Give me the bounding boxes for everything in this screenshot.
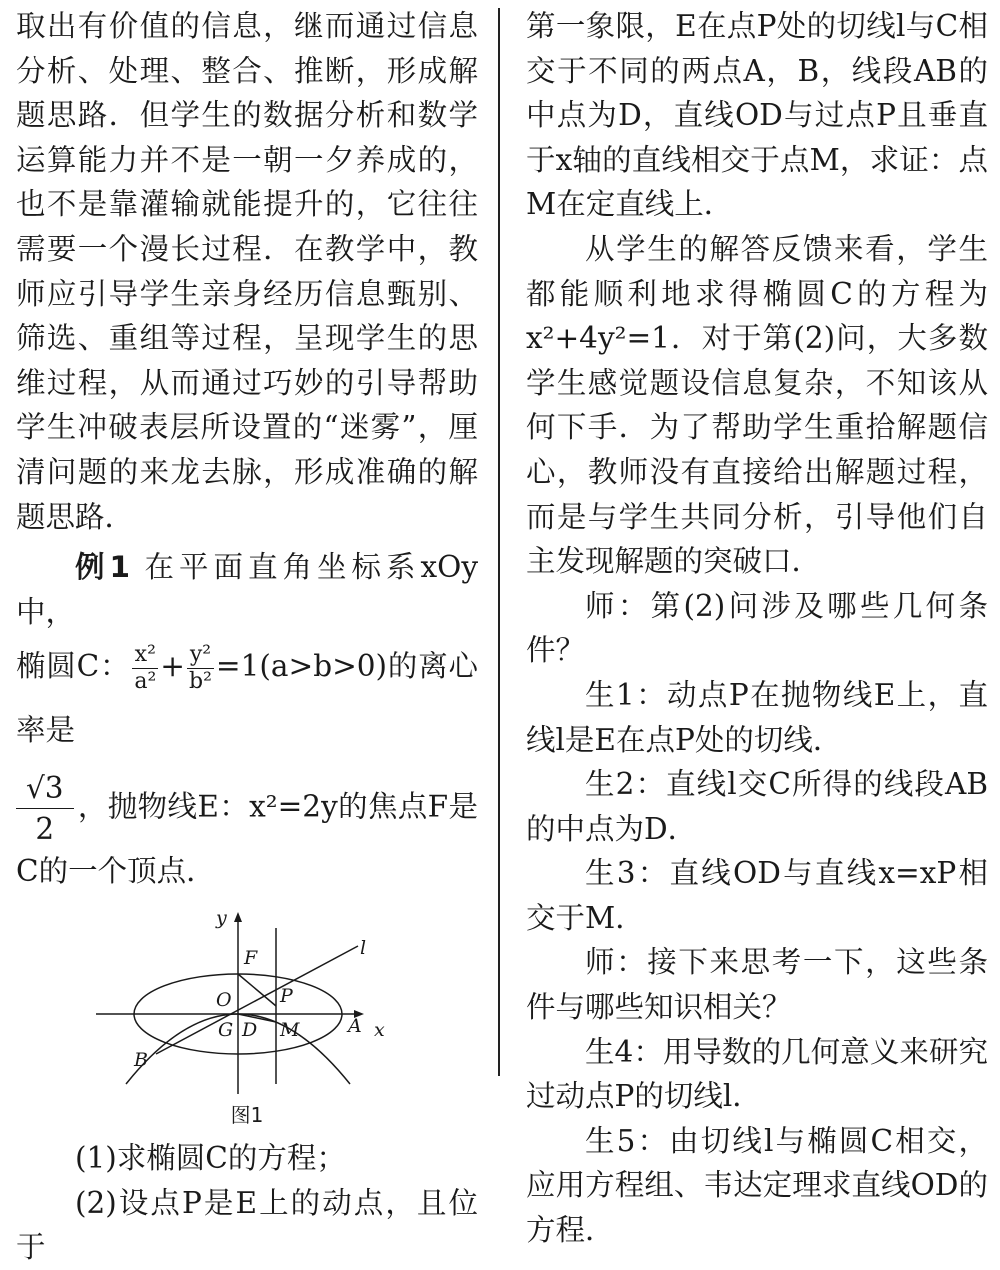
label-x: x bbox=[374, 1018, 385, 1041]
intro-paragraph: 取出有价值的信息，继而通过信息分析、处理、整合、推断，形成解题思路．但学生的数据分析和数学运算能力并不是一朝一夕养成的，也不是靠灌输就能提升的，它往往需要一个漫长过程．在教学中，教师应引导学生亲身经历信息甄别、筛选、重组等过程，呈现学生的思维过程，从而通过巧妙的引导帮助学生冲破表层所设置的“迷雾”，厘清问题的来龙去脉，形成准确的解题思路． bbox=[16, 9, 478, 534]
label-l: l bbox=[360, 936, 367, 959]
fraction-x-over-a bbox=[132, 642, 158, 695]
label-o: O bbox=[216, 988, 232, 1011]
ellipse-diagram bbox=[96, 906, 396, 1096]
parabola-statement bbox=[16, 768, 478, 894]
label-p: P bbox=[280, 984, 293, 1007]
eccentricity-fraction bbox=[16, 768, 74, 849]
dialogue-student-5: 生5：由切线l与椭圆C相交，应用方程组、韦达定理求直线OD的方程． bbox=[526, 1123, 988, 1248]
example-intro: 在平面直角坐标系xOy中， bbox=[16, 550, 478, 629]
label-g: G bbox=[218, 1018, 234, 1041]
dialogue-student-4: 生4：用导数的几何意义来研究过动点P的切线l． bbox=[526, 1034, 988, 1114]
example-1-statement bbox=[16, 545, 478, 634]
question-1: (1)求椭圆C的方程； bbox=[75, 1140, 346, 1175]
ellipse-definition bbox=[16, 634, 478, 762]
dialogue-teacher-1: 师：第(2)问涉及哪些几何条件？ bbox=[526, 588, 988, 668]
dialogue-student-2: 生2：直线l交C所得的线段AB的中点为D． bbox=[526, 767, 988, 846]
label-d: D bbox=[242, 1018, 258, 1041]
problem-continuation: 第一象限，E在点P处的切线l与C相交于不同的两点A，B，线段AB的中点为D，直线OD与过点P且垂直于x轴的直线相交于点M，求证：点M在定直线上． bbox=[526, 9, 988, 222]
parabola-text: ，抛物线E：x²=2y的焦点F是C的一个顶点． bbox=[16, 789, 478, 889]
example-label: 例1 bbox=[75, 550, 131, 585]
figure-caption: 图1 bbox=[230, 1102, 264, 1127]
student-feedback-paragraph: 从学生的解答反馈来看，学生都能顺利地求得椭圆C的方程为x²+4y²=1．对于第(2)问，大多数学生感觉题设信息复杂，不知该从何下手．为了帮助学生重拾解题信心，教师没有直接给出解题过程，而是与学生共同分析，引导他们自主发现解题的突破口． bbox=[526, 231, 988, 579]
left-column bbox=[16, 4, 478, 1270]
eccentricity-denominator: 2 bbox=[35, 812, 55, 847]
column-divider bbox=[498, 8, 500, 1076]
ellipse-suffix: =1(a>b>0)的离心率是 bbox=[16, 649, 479, 748]
fraction-y-over-b bbox=[187, 642, 214, 695]
ellipse-prefix: 椭圆C： bbox=[16, 649, 131, 684]
dialogue-student-3: 生3：直线OD与直线x=xP相交于M． bbox=[526, 856, 988, 935]
figure-1 bbox=[16, 898, 478, 1110]
label-b: B bbox=[134, 1048, 148, 1071]
label-y: y bbox=[216, 906, 227, 929]
label-m: M bbox=[280, 1018, 300, 1041]
dialogue-student-1: 生1：动点P在抛物线E上，直线l是E在点P处的切线． bbox=[526, 677, 988, 757]
label-a: A bbox=[348, 1014, 362, 1037]
dialogue-teacher-2: 师：接下来思考一下，这些条件与哪些知识相关？ bbox=[526, 945, 988, 1025]
right-column bbox=[526, 4, 988, 1253]
y-axis-arrow bbox=[234, 912, 242, 922]
segment-fp bbox=[238, 974, 276, 1006]
eccentricity-numerator: √3 bbox=[16, 768, 74, 809]
fraction-denominator: a² bbox=[134, 668, 157, 694]
question-2: (2)设点P是E上的动点，且位于 bbox=[16, 1185, 478, 1265]
label-f: F bbox=[244, 946, 258, 969]
fraction-numerator: y² bbox=[187, 642, 214, 669]
fraction-denominator: b² bbox=[188, 668, 212, 694]
plus-sign: + bbox=[160, 649, 185, 684]
fraction-numerator: x² bbox=[132, 642, 158, 669]
